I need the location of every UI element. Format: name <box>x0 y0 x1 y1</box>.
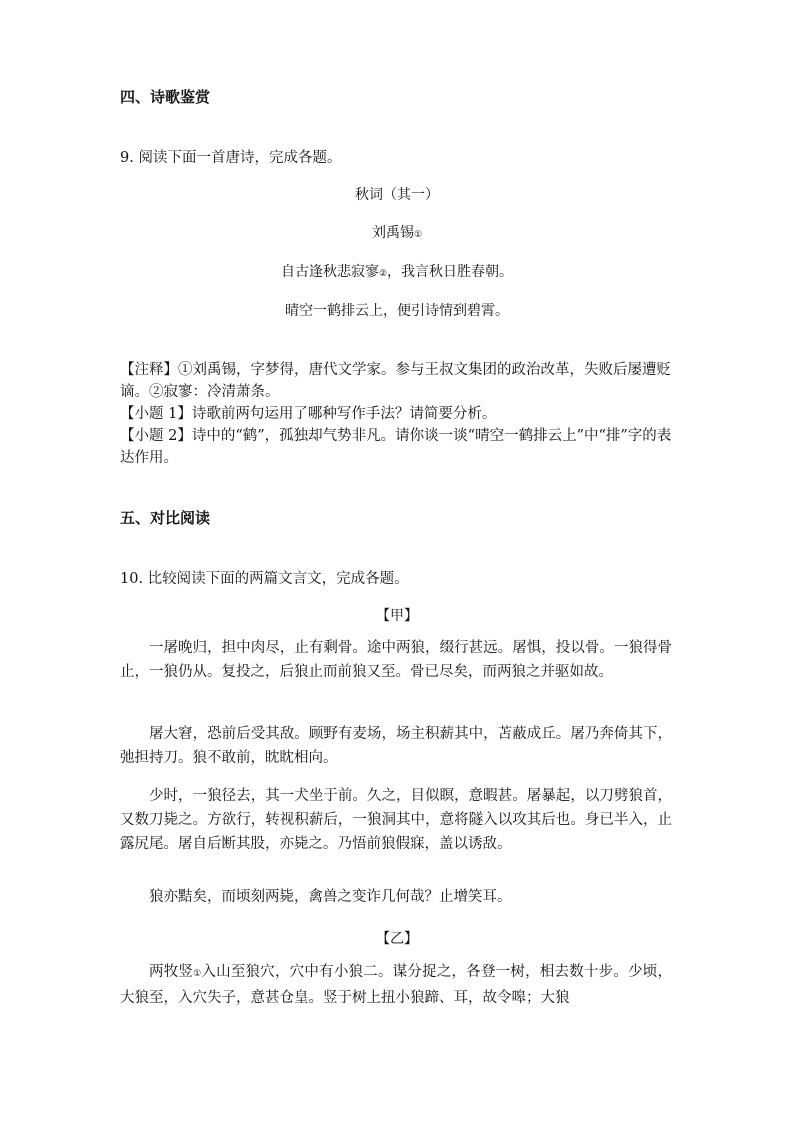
text-jia-label: 【甲】 <box>376 608 418 624</box>
sub-question-1: 【小题 1】诗歌前两句运用了哪种写作手法？请简要分析。 <box>120 406 497 422</box>
jia-paragraph-2: 屠大窘，恐前后受其敌。顾野有麦场，场主积薪其中，苫蔽成丘。屠乃奔倚其下，弛担持刀。狼不敢前，眈眈相向。 <box>120 726 672 766</box>
poem-line-1-part-a: 自古逢秋悲寂寥 <box>280 264 379 280</box>
yi-p1-part-b: 入山至狼穴，穴中有小狼二。谋分捉之，各登一树，相去数十步。少顷，大狼至，入穴失子，意甚仓皇。竖于树上扭小狼蹄、耳，故令嗥；大狼 <box>120 964 672 1006</box>
question-10: 10. 比较阅读下面的两篇文言文，完成各题。 <box>120 571 409 587</box>
poem-line-1 <box>0 261 794 281</box>
yi-footnote-mark: ① <box>193 969 202 979</box>
section4-heading: 四、诗歌鉴赏 <box>120 88 211 106</box>
line1-footnote-mark: ② <box>378 269 388 279</box>
jia-paragraph-3: 少时，一狼径去，其一犬坐于前。久之，目似瞑，意暇甚。屠暴起，以刀劈狼首，又数刀毙之。方欲行，转视积薪后，一狼洞其中，意将隧入以攻其后也。身已半入，止露尻尾。屠自后断其股，亦毙之。乃悟前狼假寐，盖以诱敌。 <box>120 788 672 852</box>
poem-title: 秋词（其一） <box>355 187 439 203</box>
author-footnote-mark: ① <box>413 230 423 240</box>
poem-author <box>0 222 794 242</box>
poem-author-name: 刘禹锡 <box>371 225 414 241</box>
text-yi-label: 【乙】 <box>376 931 418 947</box>
yi-p1-part-a: 两牧竖 <box>149 964 194 980</box>
poem-line-2: 晴空一鹤排云上，便引诗情到碧霄。 <box>285 303 509 319</box>
yi-paragraph-1 <box>120 960 672 1010</box>
question-9: 9. 阅读下面一首唐诗，完成各题。 <box>120 150 342 166</box>
jia-paragraph-4: 狼亦黠矣，而顷刻两毙，禽兽之变诈几何哉？止增笑耳。 <box>149 889 512 905</box>
jia-paragraph-1: 一屠晚归，担中肉尽，止有剩骨。途中两狼，缀行甚远。屠惧，投以骨。一狼得骨止，一狼仍从。复投之，后狼止而前狼又至。骨已尽矣，而两狼之并驱如故。 <box>120 640 672 680</box>
poem-annotation: 【注释】①刘禹锡，字梦得，唐代文学家。参与王叔文集团的政治改革，失败后屡遭贬谪。②寂寥：冷清萧条。 <box>120 362 671 400</box>
poem-line-1-part-b: ，我言秋日胜春朝。 <box>387 264 514 280</box>
section5-heading: 五、对比阅读 <box>120 509 211 527</box>
sub-question-2: 【小题 2】诗中的“鹤”，孤独却气势非凡。请你谈一谈“晴空一鹤排云上”中“排”字的表达作用。 <box>120 428 672 466</box>
